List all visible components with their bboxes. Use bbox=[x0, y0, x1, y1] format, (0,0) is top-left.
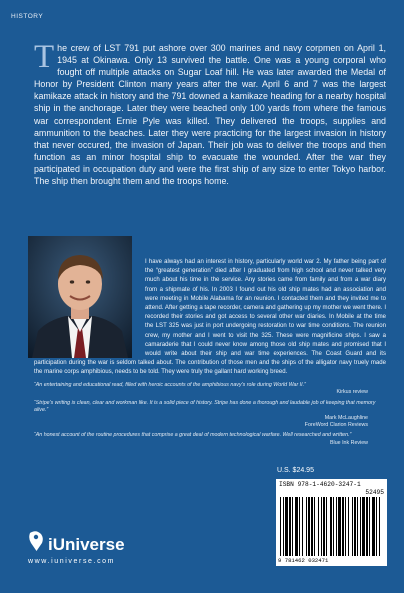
author-bio bbox=[34, 258, 386, 378]
book-blurb bbox=[34, 39, 386, 187]
isbn-barcode bbox=[276, 479, 387, 566]
price: U.S. $24.95 bbox=[277, 467, 314, 474]
review-credit: ForeWord Clarion Reviews bbox=[304, 422, 368, 429]
barcode-bars bbox=[278, 497, 385, 556]
isbn-label: ISBN 978-1-4620-3247-1 bbox=[279, 481, 361, 488]
review-credit: Kirkus review bbox=[336, 389, 368, 396]
review bbox=[34, 432, 386, 447]
category-label: HISTORY bbox=[11, 13, 44, 20]
review bbox=[34, 400, 386, 430]
review-quote: “Stripe’s writing is clean, clear and workman like. It is a solid piece of history. Stripe has done a thorough and laudable job of keeping that memory alive.” bbox=[34, 399, 376, 414]
review-quote: “An honest account of the routine procedures that comprise a great deal of modern technological warfare. Well researched and written.” bbox=[34, 432, 352, 439]
page-edge bbox=[404, 0, 412, 593]
review-credit: Blue Ink Review bbox=[330, 439, 368, 446]
photo-wrap-space bbox=[34, 258, 139, 358]
author-bio-text: I have always had an interest in history, particularly world war 2. My father being part of the “greatest generation” died after I graduated from high school and never talked very much about his time in the service. Any stories came from family and from a war diary from a shipmate of his. In 2003 I found out his old ship mates had an association and were meeting in Mobile Alabama for an reunion. I contacted them and they invited me to attend. After getting a tape recorder, camera and gathering up my mother we went there. I recorded their stories and got access to several other war diaries. In Mobile at the time the LST 325 was just in port undergoing restoration to war time conditions. The reunion crew, my mother and I went to visit the 325. These were magnificine ships. I saw a camaraderie that I could never know among those old ship mates and promised that I would write about their ship and war time experiences. The Coast Guard and its participation during the war is seldom talked about. The contribution of those men and the ships of the alligator navy truely made the marine corps amphibious, needs to be told. They were truly the gallant hard working breed. bbox=[34, 259, 386, 376]
review-credit: Mark McLaughline bbox=[324, 414, 368, 421]
iuniverse-logo-icon bbox=[28, 530, 45, 552]
review-quote: “An entertaining and educational read, filled with heroic accounts of the amphibious navy’s role during World War II.” bbox=[34, 382, 306, 388]
drop-cap: T bbox=[34, 39, 55, 75]
publisher-site: www.iuniverse.com bbox=[28, 558, 116, 565]
ean-number: 9 781462 032471 bbox=[278, 557, 329, 564]
publisher-name: iUniverse bbox=[48, 535, 125, 554]
blurb-text: he crew of LST 791 put ashore over 300 marines and navy corpmen on April 1, 1945 at Okinawa. Only 13 survived the battle. One was a young corporal who fought off multiple attacks on Sugar Loaf hill. He was later awarded the Medal of Honor by President Clinton many years after the war. April 6 and 7 was the largest kamikaze attack in history and the 791 downed a kamikaze heading for a nearby hospital ship in the anchorage. Later they were beached only 100 yards from where the famous war correspondent Ernie Pyle was killed. They delivered the troops, supplies and ammunition to the beaches. Later they were practicing for the largest invasion in history that never occured, the invasion of Japan. Their job was to deliver the troops and then function as an minor hospital ship to evacuate the wounded. After the war they participated in occupation duty and were the first ship of any size to enter Tokyo harbor. The ship then brought them and the troops home. bbox=[34, 43, 386, 187]
price-addon-code: 52495 bbox=[365, 489, 384, 496]
review bbox=[34, 382, 386, 397]
reviews bbox=[34, 382, 386, 450]
